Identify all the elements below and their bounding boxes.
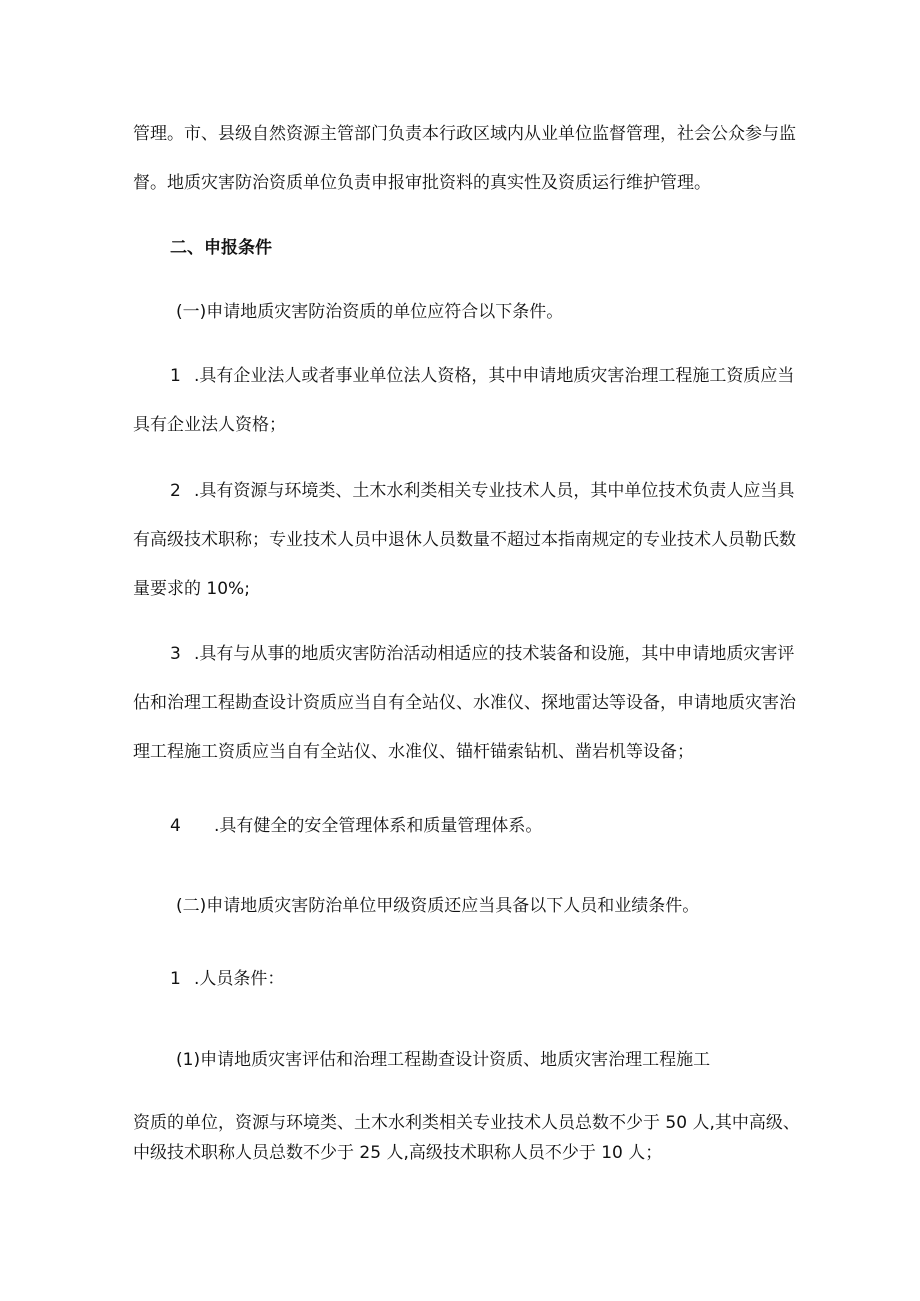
sub-clause: (1)申请地质灾害评估和治理工程勘查设计资质、地质灾害治理工程施工 [176,1050,711,1070]
subsection-heading: (一)申请地质灾害防治资质的单位应符合以下条件。 [176,302,564,322]
paragraph-line: 理工程施工资质应当自有全站仪、水准仪、锚杆锚索钻机、凿岩机等设备； [133,742,694,762]
paragraph-line: 督。地质灾害防治资质单位负责申报审批资料的真实性及资质运行维护管理。 [133,173,711,193]
list-number: 3 [170,644,181,664]
paragraph-line: 估和治理工程勘查设计资质应当自有全站仪、水准仪、探地雷达等设备，申请地质灾害治 [133,693,796,713]
list-item-2 [170,479,794,503]
list-number: 4 [170,816,181,836]
list-text: .具有资源与环境类、土木水利类相关专业技术人员，其中单位技术负责人应当具 [194,481,795,501]
subsection-heading: (二)申请地质灾害防治单位甲级资质还应当具备以下人员和业绩条件。 [176,896,700,916]
paragraph-line: 量要求的 10%; [133,579,250,599]
list-item-1 [170,364,794,388]
list-number: 1 [170,969,181,989]
list-number: 1 [170,366,181,386]
paragraph-line: 资质的单位，资源与环境类、土木水利类相关专业技术人员总数不少于 50 人,其中高级、 [133,1113,800,1133]
paragraph-line: 具有企业法人资格； [133,415,286,435]
sub-list-item-1 [170,967,284,991]
section-heading: 二、申报条件 [170,238,272,258]
list-text: .具有与从事的地质灾害防治活动相适应的技术装备和设施，其中申请地质灾害评 [194,644,795,664]
list-item-3 [170,642,794,666]
paragraph-line: 有高级技术职称；专业技术人员中退休人员数量不超过本指南规定的专业技术人员勒氏数 [133,530,796,550]
paragraph-line: 管理。市、县级自然资源主管部门负责本行政区域内从业单位监督管理，社会公众参与监 [133,124,796,144]
list-text: .人员条件： [194,969,285,989]
list-item-4 [170,814,542,838]
paragraph-line: 中级技术职称人员总数不少于 25 人,高级技术职称人员不少于 10 人； [133,1143,663,1163]
list-text: .具有企业法人或者事业单位法人资格，其中申请地质灾害治理工程施工资质应当 [194,366,795,386]
list-number: 2 [170,481,181,501]
list-text: .具有健全的安全管理体系和质量管理体系。 [214,816,543,836]
